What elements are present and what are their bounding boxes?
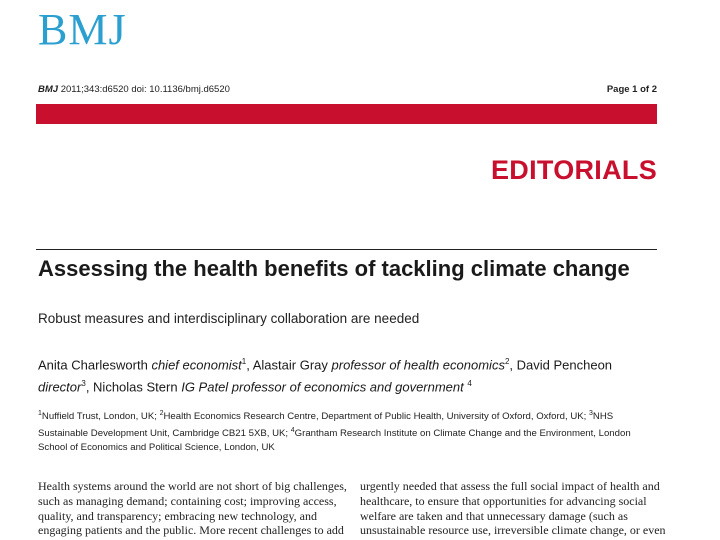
- affiliation-text: Nuffield Trust, London, UK;: [41, 411, 160, 423]
- author-name: David Pencheon: [516, 357, 613, 373]
- body-column-left: [38, 479, 347, 538]
- header-red-bar: [36, 104, 657, 124]
- author-affiliation-ref: 1: [241, 357, 247, 366]
- bmj-logo: BMJ: [38, 5, 127, 54]
- affiliation-number: 2: [159, 410, 164, 417]
- author-list: Anita Charlesworth chief economist$^1$, Alastair Gray professor of health economics$^2$, David Pencheon director$^3$, Nicholas Stern IG Patel professor of economics and government $^4$: [38, 357, 613, 395]
- section-label: EDITORIALS: [490, 155, 657, 185]
- citation-journal: BMJ: [38, 84, 59, 95]
- body-line: quality, and transparency; embracing new technology, and: [38, 508, 318, 523]
- affiliation-number: 1: [38, 410, 42, 417]
- affiliations: [38, 407, 660, 455]
- author-role: IG Patel professor of economics and government: [181, 379, 464, 395]
- article-title: Assessing the health benefits of tackling climate change: [38, 256, 630, 281]
- author-name: Anita Charlesworth: [38, 357, 148, 373]
- affiliation-text: Health Economics Research Centre, Department of Public Health, University of Oxford, Oxford, UK;: [163, 411, 589, 423]
- affiliation-text: NHS Sustainable Development Unit, Cambridge CB21 5XB, UK;: [38, 411, 614, 440]
- author-role: chief economist: [151, 357, 242, 373]
- author-role: director: [38, 379, 82, 395]
- author-affiliation-ref: 2: [504, 357, 510, 366]
- affiliation-number: 4: [290, 427, 295, 435]
- body-line: engaging patients and the public. More recent challenges to add: [38, 523, 344, 538]
- body-line: unsustainable resource use, irreversible climate change, or even: [360, 523, 666, 538]
- citation-line: [38, 84, 657, 95]
- article-subtitle: Robust measures and interdisciplinary collaboration are needed: [38, 311, 420, 326]
- author-name: Nicholas Stern: [93, 379, 178, 395]
- affiliation-number: 3: [589, 410, 593, 417]
- citation: [38, 84, 230, 95]
- body-line: healthcare, to ensure that opportunities for advancing social: [360, 493, 647, 508]
- body-line: such as managing demand; containing cost; improving access,: [38, 493, 337, 508]
- body-line: urgently needed that assess the full social impact of health and: [360, 479, 660, 493]
- title-rule: [36, 249, 657, 250]
- body-column-right: [360, 479, 666, 538]
- body-line: welfare are taken and that unnecessary damage (such as: [360, 508, 628, 523]
- page-indicator: Page 1 of 2: [606, 84, 657, 95]
- author-name: Alastair Gray: [252, 357, 328, 373]
- body-line: Health systems around the world are not short of big challenges,: [38, 479, 347, 493]
- citation-details: 2011;343:d6520 doi: 10.1136/bmj.d6520: [58, 84, 230, 95]
- affiliation-text: Grantham Research Institute on Climate Change and the Environment, London School of Economics and Political Science, London, UK: [38, 428, 631, 454]
- author-affiliation-ref: 4: [467, 379, 472, 389]
- author-role: professor of health economics: [331, 357, 505, 373]
- author-affiliation-ref: 3: [81, 379, 86, 389]
